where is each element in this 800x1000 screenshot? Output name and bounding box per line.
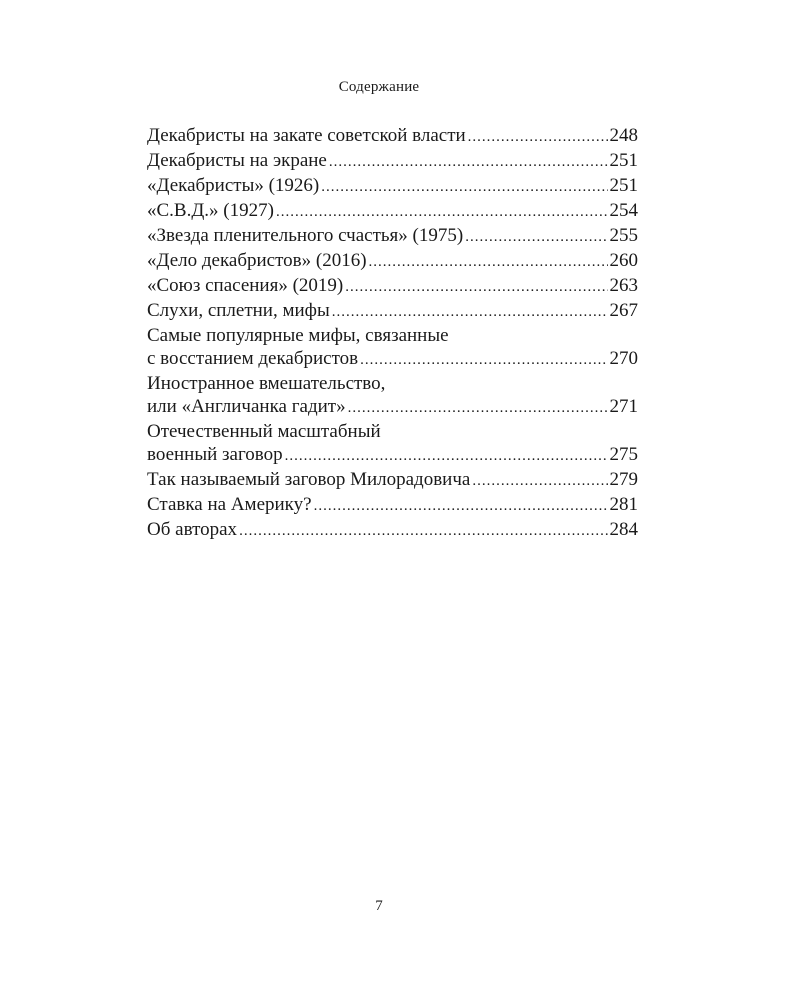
toc-dot-leader — [321, 176, 607, 199]
toc-dot-leader — [465, 226, 607, 249]
toc-entry — [147, 174, 638, 199]
toc-entry — [147, 274, 638, 299]
toc-entry-title: Отечественный масштабный — [147, 421, 381, 442]
toc-dot-leader — [345, 276, 607, 299]
toc-entry-title: «Звезда пленительного счастья» (1975) — [147, 225, 464, 246]
toc-entry-line — [147, 395, 638, 420]
toc-entry-line — [147, 324, 638, 347]
toc-entry — [147, 199, 638, 224]
toc-dot-leader — [472, 470, 607, 493]
toc-entry-page: 254 — [609, 200, 638, 221]
toc-entry-line — [147, 124, 638, 149]
toc-dot-leader — [360, 349, 607, 372]
toc-dot-leader — [239, 520, 607, 543]
toc-entry-title: «С.В.Д.» (1927) — [147, 200, 274, 221]
toc-entry-line — [147, 347, 638, 372]
toc-entry-page: 251 — [609, 175, 638, 196]
table-of-contents — [147, 124, 638, 543]
toc-entry-page: 281 — [609, 494, 638, 515]
toc-entry-line — [147, 149, 638, 174]
toc-dot-leader — [276, 201, 608, 224]
toc-entry-title: Иностранное вмешательство, — [147, 373, 386, 394]
toc-entry — [147, 468, 638, 493]
toc-entry-line — [147, 468, 638, 493]
toc-entry-line — [147, 372, 638, 395]
toc-entry-line — [147, 174, 638, 199]
toc-entry-page: 260 — [609, 250, 638, 271]
toc-entry-line — [147, 518, 638, 543]
toc-entry-line — [147, 274, 638, 299]
toc-entry-line — [147, 420, 638, 443]
toc-entry-title: военный заговор — [147, 444, 283, 465]
toc-entry-title: Декабристы на экране — [147, 150, 327, 171]
toc-dot-leader — [348, 397, 608, 420]
toc-dot-leader — [285, 445, 608, 468]
toc-entry-line — [147, 199, 638, 224]
toc-entry-title: Ставка на Америку? — [147, 494, 312, 515]
toc-entry-title: Слухи, сплетни, мифы — [147, 300, 330, 321]
toc-dot-leader — [369, 251, 608, 274]
toc-entry-page: 270 — [609, 348, 638, 369]
toc-entry-page: 248 — [609, 125, 638, 146]
toc-entry-title: Об авторах — [147, 519, 238, 540]
toc-entry-page: 279 — [609, 469, 638, 490]
toc-entry-page: 251 — [609, 150, 638, 171]
toc-entry — [147, 518, 638, 543]
toc-entry-line — [147, 224, 638, 249]
toc-entry-page: 275 — [609, 444, 638, 465]
toc-entry-title: «Союз спасения» (2019) — [147, 275, 344, 296]
toc-entry-title: «Декабристы» (1926) — [147, 175, 320, 196]
toc-entry-line — [147, 443, 638, 468]
toc-entry — [147, 420, 638, 468]
toc-entry-line — [147, 249, 638, 274]
toc-dot-leader — [332, 301, 608, 324]
toc-entry — [147, 372, 638, 420]
toc-entry — [147, 324, 638, 372]
running-head: Содержание — [338, 79, 420, 95]
toc-entry — [147, 299, 638, 324]
page-number: 7 — [375, 898, 383, 914]
toc-entry — [147, 493, 638, 518]
toc-entry — [147, 124, 638, 149]
toc-dot-leader — [314, 495, 608, 518]
toc-entry-title: Самые популярные мифы, связанные — [147, 325, 449, 346]
toc-entry — [147, 249, 638, 274]
toc-entry-page: 263 — [609, 275, 638, 296]
toc-entry — [147, 224, 638, 249]
toc-entry-page: 267 — [609, 300, 638, 321]
toc-entry — [147, 149, 638, 174]
toc-entry-page: 284 — [609, 519, 638, 540]
toc-entry-title: или «Англичанка гадит» — [147, 396, 346, 417]
toc-dot-leader — [468, 126, 608, 149]
toc-dot-leader — [329, 151, 608, 174]
toc-entry-page: 255 — [609, 225, 638, 246]
toc-entry-line — [147, 299, 638, 324]
toc-entry-line — [147, 493, 638, 518]
toc-entry-title: «Дело декабристов» (2016) — [147, 250, 367, 271]
toc-entry-title: с восстанием декабристов — [147, 348, 359, 369]
toc-entry-page: 271 — [609, 396, 638, 417]
toc-entry-title: Декабристы на закате советской власти — [147, 125, 466, 146]
toc-entry-title: Так называемый заговор Милорадовича — [147, 469, 471, 490]
